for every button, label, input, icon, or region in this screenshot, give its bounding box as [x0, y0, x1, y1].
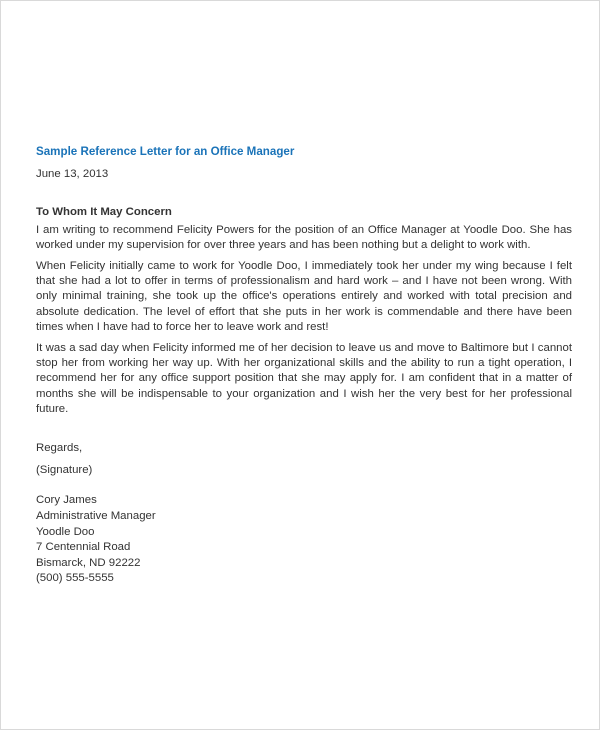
closing: Regards,	[36, 442, 83, 455]
sender-title: Administrative Manager	[36, 510, 156, 523]
letter-title: Sample Reference Letter for an Office Manager	[36, 145, 295, 158]
paragraph-3: It was a sad day when Felicity informed me of her decision to leave us and move to Baltimore but I cannot stop her from working her way up. With her organizational skills and the ability to run a tight operation, I recommend her for any office support position that she may apply for. I am confident that in a matter of months she will be indispensable to your organization and I wish her the very best for her professional future.	[36, 342, 572, 415]
sender-block	[36, 493, 572, 587]
salutation: To Whom It May Concern	[36, 206, 172, 219]
paragraph-2: When Felicity initially came to work for Yoodle Doo, I immediately took her under my wing because I felt that she had a lot to offer in terms of professionalism and hard work – and I have not been wrong. With only minimal training, she took up the office's operations entirely and worked with total precision and absolute dedication. The level of effort that she puts in her work is commendable and there have been times when I have had to force her to leave work and rest!	[36, 260, 572, 333]
sender-name: Cory James	[36, 494, 97, 507]
sender-phone: (500) 555-5555	[36, 572, 114, 585]
sender-street: 7 Centennial Road	[36, 541, 131, 554]
signature-placeholder: (Signature)	[36, 464, 93, 477]
sender-city: Bismarck, ND 92222	[36, 556, 141, 569]
letter-body	[36, 144, 572, 587]
letter-date: June 13, 2013	[36, 168, 109, 181]
sender-company: Yoodle Doo	[36, 525, 95, 538]
paragraph-1: I am writing to recommend Felicity Powers for the position of an Office Manager at Yoodle Doo. She has worked under my supervision for over three years and has been nothing but a delight to work with.	[36, 223, 572, 251]
